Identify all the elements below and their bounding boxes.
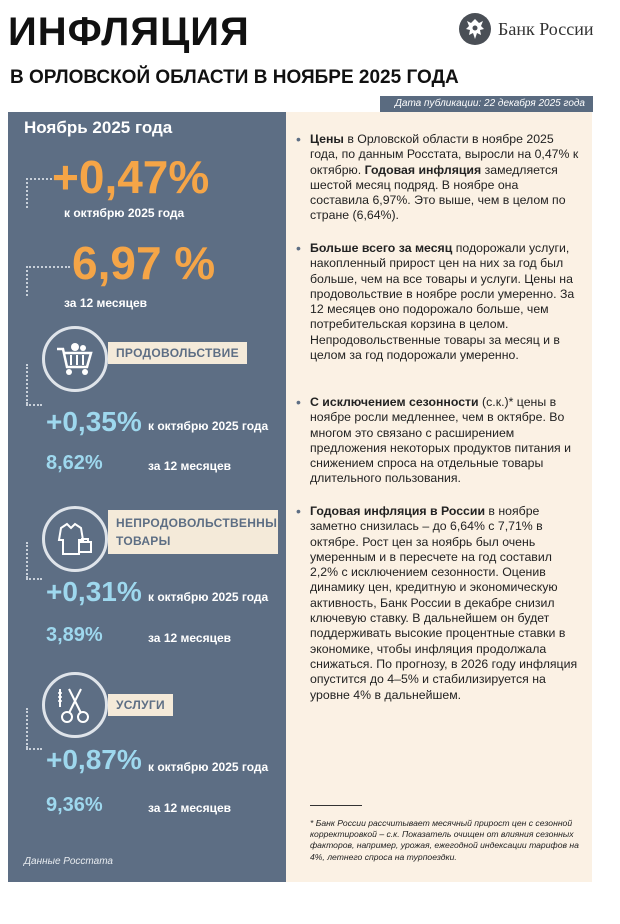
category-label-nonfood: НЕПРОДОВОЛЬСТВЕННЫЕ ТОВАРЫ <box>108 510 278 554</box>
dotted-connector <box>26 748 42 750</box>
dotted-connector <box>26 266 28 296</box>
scissors-icon <box>55 685 95 725</box>
shopping-basket-icon <box>55 341 95 377</box>
data-source: Данные Росстата <box>24 856 113 867</box>
commentary-panel <box>286 112 592 882</box>
dotted-connector <box>26 708 28 748</box>
publication-date: Дата публикации: 22 декабря 2025 года <box>380 96 593 112</box>
food-annual-value: 8,62% <box>46 452 103 474</box>
nonfood-monthly-value: +0,31% <box>46 576 142 607</box>
bullet-icon: • <box>296 503 301 519</box>
clothes-icon <box>55 520 95 558</box>
paragraph-seasonality: • С исключением сезонности (с.к.)* цены в ноябре росли медленнее, чем в октябре. Во многом это связано с расширением предложения некоторых продуктов питания и снижением спроса на отдельные товары длительного пользования. <box>296 394 572 486</box>
stats-panel <box>8 112 286 882</box>
bullet-icon: • <box>296 240 301 256</box>
dotted-connector <box>26 178 28 208</box>
paragraph-russia-inflation: • Годовая инфляция в России в ноябре заметно снизилась – до 6,64% с 7,71% в октябре. Рост цен за ноябрь был очень умеренным и в пересчете на год составил 2,2% с исключением сезонности. Оценив динамику цен, кредитную и экономическую активность, Банк России в декабре снизил ключевую ставку. В дальнейшем он будет поддерживать высокие процентные ставки в экономике, чтобы инфляция продолжала снижаться. По прогнозу, в 2026 году инфляция опустится до 4–5% и стабилизируется на уровне 4% в дальнейшем. <box>296 503 578 702</box>
dotted-connector <box>26 578 42 580</box>
services-annual-value: 9,36% <box>46 794 103 816</box>
services-monthly-caption: к октябрю 2025 года <box>148 760 269 774</box>
bank-emblem-icon <box>458 12 492 46</box>
dotted-connector <box>26 542 28 578</box>
nonfood-icon-circle <box>42 506 108 572</box>
bank-name: Банк России <box>498 18 594 39</box>
bullet-icon: • <box>296 394 301 410</box>
period-label: Ноябрь 2025 года <box>24 118 173 137</box>
bullet-icon: • <box>296 131 301 147</box>
dotted-connector <box>26 266 70 268</box>
footnote: * Банк России рассчитывает месячный прирост цен с сезонной корректировкой – с.к. Показатель очищен от влияния сезонных факторов, например, урожая, ежегодной индексации тарифов на 4%, летнего спроса на турпоездки. <box>310 818 579 862</box>
category-label-food: ПРОДОВОЛЬСТВИЕ <box>108 342 247 364</box>
services-annual-caption: за 12 месяцев <box>148 801 231 815</box>
annual-inflation-caption: за 12 месяцев <box>64 296 147 310</box>
dotted-connector <box>26 178 52 180</box>
dotted-connector <box>26 364 28 404</box>
food-annual-caption: за 12 месяцев <box>148 459 231 473</box>
monthly-inflation-value: +0,47% <box>52 151 210 203</box>
services-monthly-value: +0,87% <box>46 744 142 775</box>
paragraph-prices: • Цены в Орловской области в ноябре 2025 года, по данным Росстата, выросли на 0,47% к октябрю. Годовая инфляция замедляется шестой месяц подряд. В ноябре она составила 6,97%. Это выше, чем в целом по стране (6,64%). <box>296 131 579 223</box>
dotted-connector <box>26 404 42 406</box>
nonfood-annual-caption: за 12 месяцев <box>148 631 231 645</box>
category-label-services: УСЛУГИ <box>108 694 173 716</box>
services-icon-circle <box>42 672 108 738</box>
nonfood-annual-value: 3,89% <box>46 624 103 646</box>
page-subtitle: В ОРЛОВСКОЙ ОБЛАСТИ В НОЯБРЕ 2025 ГОДА <box>10 67 459 88</box>
paragraph-monthly-growth: • Больше всего за месяц подорожали услуги, накопленный прирост цен на них за год был больше, чем на все товары и услуги. Цены на продовольствие в ноябре росли умеренно. За 12 месяцев оно подорожало больше, чем потребительская корзина в целом. Непродовольственные товары за месяц и в целом за год подорожали умеренно. <box>296 240 575 363</box>
food-monthly-value: +0,35% <box>46 406 142 437</box>
bank-logo <box>458 12 593 46</box>
page-title: ИНФЛЯЦИЯ <box>8 10 250 54</box>
food-icon-circle <box>42 326 108 392</box>
footnote-divider <box>310 805 362 806</box>
annual-inflation-value: 6,97 % <box>72 237 216 289</box>
nonfood-monthly-caption: к октябрю 2025 года <box>148 590 269 604</box>
monthly-inflation-caption: к октябрю 2025 года <box>64 206 185 220</box>
food-monthly-caption: к октябрю 2025 года <box>148 419 269 433</box>
